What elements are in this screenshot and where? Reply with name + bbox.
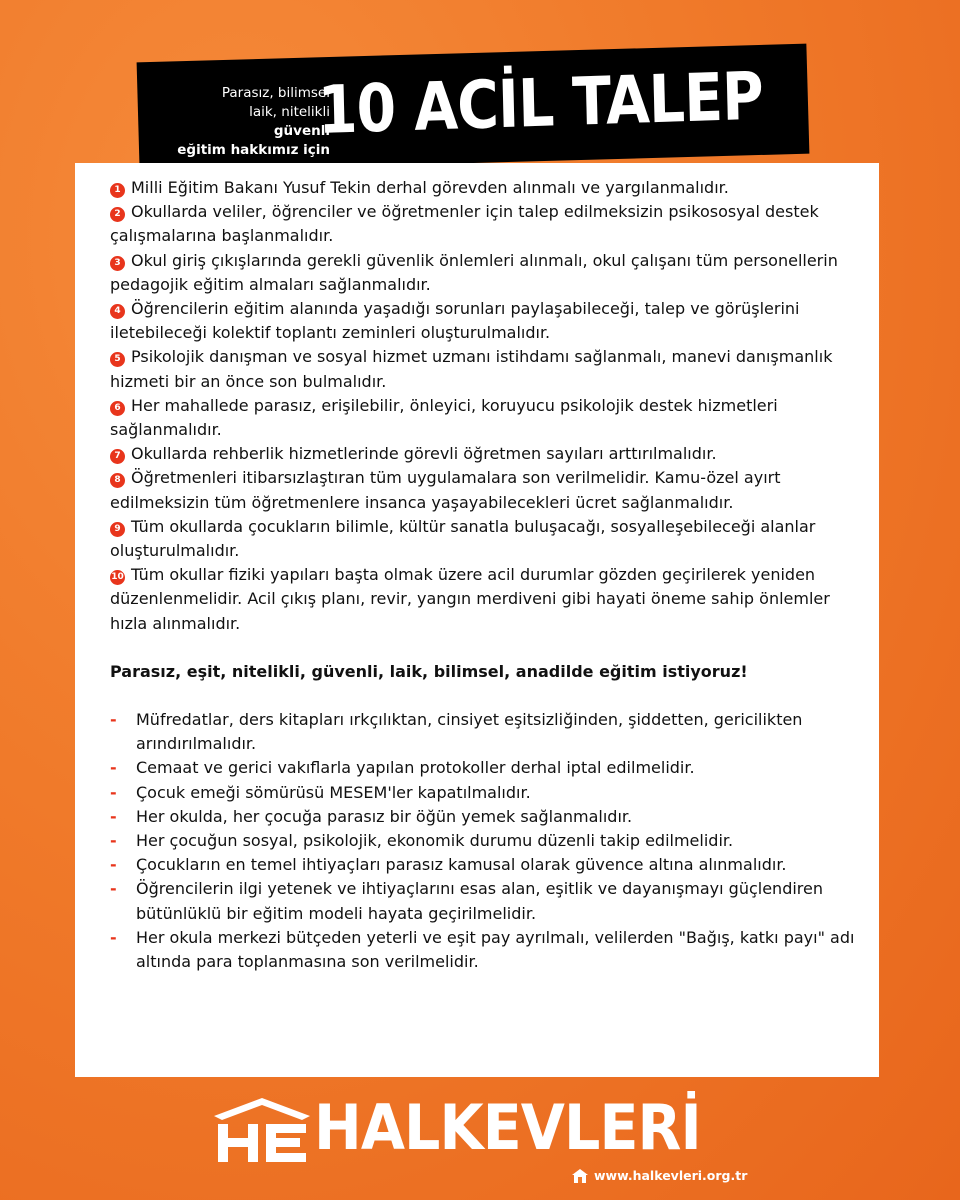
list-item-text: Her okula merkezi bütçeden yeterli ve eşit pay ayrılmalı, velilerden "Bağış, katkı payı" adı altında para toplanmasına son verilmelidir. [136, 927, 855, 972]
number-badge-icon: 2 [110, 207, 125, 222]
header-subtitle-line: laik, nitelikli [249, 104, 330, 120]
demand-text: Psikolojik danışman ve sosyal hizmet uzmanı istihdamı sağlanmalı, manevi danışmanlık hizmeti bir an önce son bulmalıdır. [110, 347, 833, 391]
list-item [110, 877, 870, 925]
demand-text: Tüm okullar fiziki yapıları başta olmak üzere acil durumlar gözden geçirilerek yeniden düzenlenmelidir. Acil çıkış planı, revir, yangın merdiveni gibi hayati öneme sahip önlemler hızla alınmalıdır. [110, 565, 830, 633]
list-item-text: Cemaat ve gerici vakıflarla yapılan protokoller derhal iptal edilmelidir. [136, 758, 695, 778]
list-item [110, 926, 870, 974]
demand-item [110, 563, 870, 636]
demand-item [110, 466, 870, 514]
list-item [110, 781, 870, 805]
demand-text: Öğrencilerin eğitim alanında yaşadığı sorunları paylaşabileceği, talep ve görüşlerini iletebileceği kolektif toplantı zeminleri oluşturulmalıdır. [110, 299, 800, 343]
header-subtitle [150, 84, 330, 160]
demand-text: Her mahallede parasız, erişilebilir, önleyici, koruyucu psikolojik destek hizmetleri sağlanmalıdır. [110, 395, 778, 440]
list-item-text: Müfredatlar, ders kitapları ırkçılıktan, cinsiyet eşitsizliğinden, şiddetten, gericilikten arındırılmalıdır. [136, 710, 803, 754]
number-badge-icon: 8 [110, 473, 125, 488]
list-item [110, 756, 870, 780]
dash-marker: - [110, 782, 117, 802]
demand-item [110, 297, 870, 345]
demand-text: Öğretmenleri itibarsızlaştıran tüm uygulamalara son verilmelidir. Kamu-özel ayırt edilmeksizin tüm öğretmenlere insanca yaşayabilecekleri ücret sağlanmalıdır. [110, 468, 781, 512]
demand-item [110, 394, 870, 442]
logo-wordmark: HALKEVLERİ [314, 1091, 701, 1164]
dash-marker: - [110, 710, 117, 730]
list-item [110, 853, 870, 877]
list-item-text: Çocuk emeği sömürüsü MESEM'ler kapatılmalıdır. [136, 782, 531, 802]
list-item-text: Çocukların en temel ihtiyaçları parasız kamusal olarak güvence altına alınmalıdır. [136, 855, 787, 875]
number-badge-icon: 4 [110, 304, 125, 319]
slogan: Parasız, eşit, nitelikli, güvenli, laik, bilimsel, anadilde eğitim istiyoruz! [110, 661, 748, 681]
number-badge-icon: 7 [110, 449, 125, 464]
demand-item [110, 176, 870, 200]
home-icon [572, 1169, 588, 1183]
dash-marker: - [110, 927, 117, 947]
demand-text: Milli Eğitim Bakanı Yusuf Tekin derhal görevden alınmalı ve yargılanmalıdır. [131, 178, 729, 197]
number-badge-icon: 1 [110, 183, 125, 198]
demand-item [110, 345, 870, 393]
dash-marker: - [110, 879, 117, 899]
header-subtitle-line: güvenli [273, 123, 330, 139]
list-item-text: Öğrencilerin ilgi yetenek ve ihtiyaçlarını esas alan, eşitlik ve dayanışmayı güçlendiren bütünlüklü bir eğitim modeli hayata geçirilmelidir. [136, 879, 823, 923]
demand-text: Okul giriş çıkışlarında gerekli güvenlik önlemleri alınmalı, okul çalışanı tüm personellerin pedagojik eğitim almaları sağlanmalıdır. [110, 250, 838, 294]
number-badge-icon: 3 [110, 256, 125, 271]
demand-item [110, 442, 870, 466]
demand-item [110, 515, 870, 563]
demands-content [110, 176, 870, 974]
demand-text: Tüm okullarda çocukların bilimle, kültür sanatla buluşacağı, sosyalleşebileceği alanlar oluşturulmalıdır. [110, 516, 816, 561]
number-badge-icon: 9 [110, 522, 125, 537]
demand-item [110, 249, 870, 297]
dash-marker: - [110, 806, 117, 826]
website-url-text: www.halkevleri.org.tr [594, 1168, 748, 1183]
demand-text: Okullarda rehberlik hizmetlerinde görevli öğretmen sayıları arttırılmalıdır. [131, 444, 717, 464]
demand-item [110, 200, 870, 248]
header-subtitle-line: Parasız, bilimsel [221, 85, 330, 101]
dash-marker: - [110, 758, 117, 778]
list-item-text: Her çocuğun sosyal, psikolojik, ekonomik durumu düzenli takip edilmelidir. [136, 831, 734, 851]
number-badge-icon: 5 [110, 352, 125, 367]
page-title: 10 ACİL TALEP [317, 57, 764, 149]
number-badge-icon: 10 [110, 570, 125, 585]
number-badge-icon: 6 [110, 401, 125, 416]
website-url[interactable] [572, 1168, 747, 1183]
list-item-text: Her okulda, her çocuğa parasız bir öğün yemek sağlanmalıdır. [136, 806, 633, 826]
header-subtitle-line: eğitim hakkımız için [177, 142, 330, 158]
demand-text: Okullarda veliler, öğrenciler ve öğretmenler için talep edilmeksizin psikososyal destek çalışmalarına başlanmalıdır. [110, 202, 819, 246]
list-item [110, 829, 870, 853]
list-item [110, 708, 870, 756]
list-item [110, 805, 870, 829]
dash-marker: - [110, 831, 117, 851]
dash-marker: - [110, 855, 117, 875]
